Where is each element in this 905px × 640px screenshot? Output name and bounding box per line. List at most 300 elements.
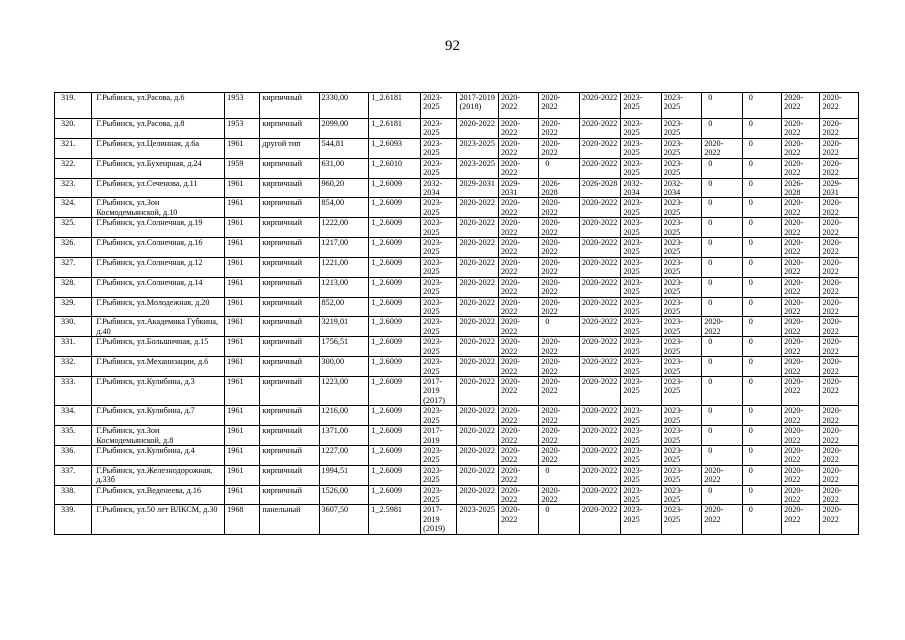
cell-period-facade: 2020-2022 [457, 426, 498, 446]
cell-period-gas: 0 [702, 426, 742, 446]
table-row [55, 485, 859, 505]
cell-period-heating: 2020-2022 [539, 376, 579, 405]
cell-year-built: 1959 [225, 158, 260, 178]
cell-area: 1227,00 [319, 445, 369, 465]
cell-period-heating: 2020-2022 [539, 426, 579, 446]
cell-period-gas: 2020-2022 [702, 505, 742, 534]
cell-period-gas: 2020-2022 [702, 317, 742, 337]
cell-period-foundation: 2020-2022 [820, 357, 859, 377]
cell-period-sewerage: 2023-2025 [661, 138, 701, 158]
cell-period-cold-water: 2023-2025 [621, 257, 661, 277]
cell-area: 1526,00 [319, 485, 369, 505]
cell-period-electric: 2020-2022 [498, 277, 538, 297]
cell-wall-material: другой тип [260, 138, 319, 158]
cell-period-elevator: 0 [742, 198, 781, 218]
cell-address: Г.Рыбинск, ул.Механизации, д.6 [92, 357, 225, 377]
cell-row-number: 325. [55, 218, 92, 238]
cell-code: 1_2.6010 [369, 158, 421, 178]
cell-period-foundation: 2020-2022 [820, 218, 859, 238]
cell-period-roof: 2023-2025 [421, 317, 457, 337]
cell-code: 1_2.6009 [369, 277, 421, 297]
cell-period-facade: 2020-2022 [457, 465, 498, 485]
cell-period-cold-water: 2023-2025 [621, 218, 661, 238]
cell-period-electric: 2020-2022 [498, 297, 538, 317]
cell-area: 3219,01 [319, 317, 369, 337]
cell-period-facade: 2020-2022 [457, 357, 498, 377]
cell-period-foundation: 2020-2022 [820, 297, 859, 317]
cell-wall-material: кирпичный [260, 119, 319, 139]
cell-period-cold-water: 2023-2025 [621, 119, 661, 139]
cell-year-built: 1961 [225, 406, 260, 426]
page-number: 92 [445, 38, 460, 54]
cell-year-built: 1961 [225, 357, 260, 377]
cell-period-heating: 0 [539, 465, 579, 485]
cell-period-basement: 2020-2022 [782, 445, 820, 465]
cell-period-roof: 2023-2025 [421, 138, 457, 158]
cell-row-number: 326. [55, 238, 92, 258]
cell-address: Г.Рыбинск, ул.Кулибина, д.3 [92, 376, 225, 405]
cell-period-electric: 2020-2022 [498, 505, 538, 534]
cell-row-number: 321. [55, 138, 92, 158]
cell-period-cold-water: 2023-2025 [621, 357, 661, 377]
cell-wall-material: кирпичный [260, 93, 319, 119]
cell-row-number: 324. [55, 198, 92, 218]
cell-period-cold-water: 2023-2025 [621, 198, 661, 218]
cell-period-electric: 2020-2022 [498, 406, 538, 426]
cell-period-sewerage: 2023-2025 [661, 158, 701, 178]
cell-period-elevator: 0 [742, 257, 781, 277]
cell-period-facade: 2023-2025 [457, 505, 498, 534]
cell-wall-material: панельный [260, 505, 319, 534]
cell-year-built: 1961 [225, 376, 260, 405]
cell-period-cold-water: 2023-2025 [621, 138, 661, 158]
cell-wall-material: кирпичный [260, 277, 319, 297]
cell-period-facade: 2020-2022 [457, 218, 498, 238]
cell-row-number: 330. [55, 317, 92, 337]
cell-period-gas: 0 [702, 485, 742, 505]
cell-period-sewerage: 2023-2025 [661, 119, 701, 139]
cell-period-heating: 2020-2022 [539, 138, 579, 158]
cell-area: 1222,00 [319, 218, 369, 238]
cell-period-basement: 2020-2022 [782, 337, 820, 357]
cell-period-facade: 2020-2022 [457, 337, 498, 357]
cell-address: Г.Рыбинск, ул.Солнечная, д.14 [92, 277, 225, 297]
cell-area: 1213,00 [319, 277, 369, 297]
cell-period-heating: 0 [539, 317, 579, 337]
cell-period-heating: 0 [539, 505, 579, 534]
cell-code: 1_2.6009 [369, 485, 421, 505]
cell-period-cold-water: 2023-2025 [621, 445, 661, 465]
cell-period-hot-water: 2020-2022 [579, 445, 620, 465]
cell-year-built: 1968 [225, 505, 260, 534]
cell-wall-material: кирпичный [260, 178, 319, 198]
cell-year-built: 1961 [225, 178, 260, 198]
cell-code: 1_2.6009 [369, 238, 421, 258]
cell-period-cold-water: 2023-2025 [621, 426, 661, 446]
cell-code: 1_2.6093 [369, 138, 421, 158]
cell-area: 2099,00 [319, 119, 369, 139]
cell-period-basement: 2020-2022 [782, 465, 820, 485]
cell-row-number: 336. [55, 445, 92, 465]
cell-period-facade: 2020-2022 [457, 238, 498, 258]
cell-period-electric: 2020-2022 [498, 158, 538, 178]
cell-period-gas: 0 [702, 445, 742, 465]
cell-period-foundation: 2020-2022 [820, 93, 859, 119]
cell-period-heating: 2020-2022 [539, 357, 579, 377]
cell-code: 1_2.6009 [369, 376, 421, 405]
cell-code: 1_2.6009 [369, 297, 421, 317]
cell-period-hot-water: 2020-2022 [579, 158, 620, 178]
cell-period-foundation: 2020-2022 [820, 426, 859, 446]
table-row [55, 406, 859, 426]
cell-period-elevator: 0 [742, 505, 781, 534]
cell-address: Г.Рыбинск, ул.Расова, д.6 [92, 93, 225, 119]
cell-period-roof: 2023-2025 [421, 257, 457, 277]
cell-period-elevator: 0 [742, 119, 781, 139]
cell-period-foundation: 2020-2022 [820, 376, 859, 405]
cell-period-elevator: 0 [742, 93, 781, 119]
cell-period-gas: 0 [702, 406, 742, 426]
cell-period-sewerage: 2023-2025 [661, 257, 701, 277]
cell-period-foundation: 2020-2022 [820, 138, 859, 158]
cell-period-hot-water: 2020-2022 [579, 426, 620, 446]
cell-period-roof: 2023-2025 [421, 218, 457, 238]
cell-period-elevator: 0 [742, 158, 781, 178]
cell-address: Г.Рыбинск, ул.Молодежная, д.20 [92, 297, 225, 317]
table-row [55, 238, 859, 258]
cell-year-built: 1953 [225, 119, 260, 139]
cell-year-built: 1961 [225, 297, 260, 317]
cell-year-built: 1961 [225, 426, 260, 446]
cell-address: Г.Рыбинск, ул.Зои Космодемьянской, д.10 [92, 198, 225, 218]
cell-period-foundation: 2029-2031 [820, 178, 859, 198]
cell-period-hot-water: 2020-2022 [579, 119, 620, 139]
cell-period-elevator: 0 [742, 406, 781, 426]
table-row [55, 445, 859, 465]
cell-address: Г.Рыбинск, ул.Кулибина, д.7 [92, 406, 225, 426]
cell-period-hot-water: 2020-2022 [579, 505, 620, 534]
cell-wall-material: кирпичный [260, 357, 319, 377]
cell-period-foundation: 2020-2022 [820, 445, 859, 465]
cell-period-electric: 2020-2022 [498, 198, 538, 218]
cell-row-number: 328. [55, 277, 92, 297]
cell-period-electric: 2029-2031 [498, 178, 538, 198]
cell-period-elevator: 0 [742, 218, 781, 238]
cell-wall-material: кирпичный [260, 465, 319, 485]
cell-period-elevator: 0 [742, 357, 781, 377]
cell-code: 1_2.6009 [369, 337, 421, 357]
cell-year-built: 1953 [225, 93, 260, 119]
cell-period-hot-water: 2020-2022 [579, 257, 620, 277]
cell-period-facade: 2020-2022 [457, 445, 498, 465]
cell-period-cold-water: 2023-2025 [621, 465, 661, 485]
cell-period-roof: 2023-2025 [421, 277, 457, 297]
cell-period-hot-water: 2020-2022 [579, 376, 620, 405]
cell-period-sewerage: 2023-2025 [661, 357, 701, 377]
table-row [55, 376, 859, 405]
cell-row-number: 329. [55, 297, 92, 317]
table-row [55, 297, 859, 317]
cell-year-built: 1961 [225, 337, 260, 357]
housing-repair-schedule-table [54, 92, 859, 535]
cell-area: 300,00 [319, 357, 369, 377]
table-row [55, 337, 859, 357]
table-row [55, 426, 859, 446]
cell-period-facade: 2023-2025 [457, 158, 498, 178]
cell-period-sewerage: 2032-2034 [661, 178, 701, 198]
cell-area: 852,00 [319, 297, 369, 317]
cell-period-hot-water: 2020-2022 [579, 218, 620, 238]
cell-period-foundation: 2020-2022 [820, 317, 859, 337]
cell-address: Г.Рыбинск, ул.Железнодорожная, д.33б [92, 465, 225, 485]
cell-period-sewerage: 2023-2025 [661, 198, 701, 218]
cell-wall-material: кирпичный [260, 297, 319, 317]
cell-code: 1_2.6009 [369, 357, 421, 377]
cell-period-cold-water: 2023-2025 [621, 376, 661, 405]
cell-period-roof: 2023-2025 [421, 485, 457, 505]
cell-period-hot-water: 2020-2022 [579, 357, 620, 377]
cell-period-basement: 2020-2022 [782, 198, 820, 218]
cell-year-built: 1961 [225, 138, 260, 158]
cell-row-number: 327. [55, 257, 92, 277]
cell-period-roof: 2023-2025 [421, 406, 457, 426]
cell-period-cold-water: 2023-2025 [621, 297, 661, 317]
cell-period-heating: 2020-2022 [539, 445, 579, 465]
cell-period-sewerage: 2023-2025 [661, 93, 701, 119]
cell-period-heating: 2020-2022 [539, 257, 579, 277]
table-row [55, 138, 859, 158]
cell-year-built: 1961 [225, 485, 260, 505]
cell-period-roof: 2023-2025 [421, 337, 457, 357]
cell-period-facade: 2020-2022 [457, 257, 498, 277]
cell-period-heating: 2020-2022 [539, 277, 579, 297]
cell-period-electric: 2020-2022 [498, 138, 538, 158]
cell-code: 1_2.6009 [369, 445, 421, 465]
cell-row-number: 333. [55, 376, 92, 405]
cell-period-sewerage: 2023-2025 [661, 238, 701, 258]
table-row [55, 505, 859, 534]
cell-period-gas: 0 [702, 257, 742, 277]
cell-row-number: 320. [55, 119, 92, 139]
cell-code: 1_2.6009 [369, 406, 421, 426]
cell-period-gas: 0 [702, 93, 742, 119]
cell-wall-material: кирпичный [260, 406, 319, 426]
cell-year-built: 1961 [225, 317, 260, 337]
table-row [55, 357, 859, 377]
cell-wall-material: кирпичный [260, 426, 319, 446]
table-row [55, 158, 859, 178]
cell-row-number: 322. [55, 158, 92, 178]
cell-period-cold-water: 2023-2025 [621, 317, 661, 337]
cell-period-basement: 2020-2022 [782, 485, 820, 505]
cell-period-foundation: 2020-2022 [820, 505, 859, 534]
cell-period-heating: 2020-2022 [539, 198, 579, 218]
cell-area: 854,00 [319, 198, 369, 218]
cell-period-gas: 2020-2022 [702, 465, 742, 485]
cell-period-heating: 2020-2022 [539, 337, 579, 357]
table-row [55, 178, 859, 198]
cell-period-elevator: 0 [742, 445, 781, 465]
cell-period-hot-water: 2020-2022 [579, 337, 620, 357]
cell-period-roof: 2023-2025 [421, 93, 457, 119]
cell-address: Г.Рыбинск, ул.Академика Губкина, д.40 [92, 317, 225, 337]
cell-period-heating: 2020-2022 [539, 238, 579, 258]
cell-row-number: 335. [55, 426, 92, 446]
cell-address: Г.Рыбинск, ул.Сеченова, д.11 [92, 178, 225, 198]
cell-period-elevator: 0 [742, 277, 781, 297]
table-row [55, 198, 859, 218]
cell-period-facade: 2020-2022 [457, 317, 498, 337]
cell-period-basement: 2020-2022 [782, 218, 820, 238]
cell-wall-material: кирпичный [260, 376, 319, 405]
cell-year-built: 1961 [225, 277, 260, 297]
cell-address: Г.Рыбинск, ул.Кулибина, д.4 [92, 445, 225, 465]
cell-period-hot-water: 2020-2022 [579, 406, 620, 426]
cell-address: Г.Рыбинск, ул.Солнечная, д.16 [92, 238, 225, 258]
cell-area: 2330,00 [319, 93, 369, 119]
cell-period-basement: 2020-2022 [782, 238, 820, 258]
cell-period-sewerage: 2023-2025 [661, 406, 701, 426]
cell-period-gas: 0 [702, 158, 742, 178]
cell-period-basement: 2020-2022 [782, 93, 820, 119]
cell-period-heating: 2020-2022 [539, 406, 579, 426]
cell-period-elevator: 0 [742, 337, 781, 357]
cell-code: 1_2.6181 [369, 119, 421, 139]
cell-address: Г.Рыбинск, ул.50 лет ВЛКСМ, д.30 [92, 505, 225, 534]
cell-period-cold-water: 2023-2025 [621, 158, 661, 178]
cell-year-built: 1961 [225, 218, 260, 238]
cell-period-facade: 2020-2022 [457, 277, 498, 297]
cell-period-elevator: 0 [742, 317, 781, 337]
cell-period-facade: 2023-2025 [457, 138, 498, 158]
cell-code: 1_2.6009 [369, 218, 421, 238]
cell-period-basement: 2020-2022 [782, 119, 820, 139]
cell-period-heating: 0 [539, 158, 579, 178]
cell-period-cold-water: 2032-2034 [621, 178, 661, 198]
cell-code: 1_2.6009 [369, 465, 421, 485]
cell-period-elevator: 0 [742, 238, 781, 258]
cell-code: 1_2.6009 [369, 178, 421, 198]
cell-code: 1_2.6009 [369, 426, 421, 446]
cell-period-facade: 2020-2022 [457, 376, 498, 405]
cell-period-gas: 2020-2022 [702, 138, 742, 158]
cell-period-hot-water: 2020-2022 [579, 198, 620, 218]
cell-period-foundation: 2020-2022 [820, 277, 859, 297]
cell-wall-material: кирпичный [260, 445, 319, 465]
cell-period-roof: 2023-2025 [421, 198, 457, 218]
cell-period-foundation: 2020-2022 [820, 119, 859, 139]
cell-period-elevator: 0 [742, 178, 781, 198]
cell-period-foundation: 2020-2022 [820, 337, 859, 357]
cell-period-foundation: 2020-2022 [820, 198, 859, 218]
table-row [55, 119, 859, 139]
cell-period-heating: 2020-2022 [539, 119, 579, 139]
cell-period-roof: 2017-2019 [421, 426, 457, 446]
cell-area: 3607,50 [319, 505, 369, 534]
cell-period-cold-water: 2023-2025 [621, 93, 661, 119]
cell-year-built: 1961 [225, 198, 260, 218]
cell-period-roof: 2023-2025 [421, 465, 457, 485]
cell-year-built: 1961 [225, 445, 260, 465]
cell-period-hot-water: 2020-2022 [579, 93, 620, 119]
cell-period-elevator: 0 [742, 138, 781, 158]
cell-period-electric: 2020-2022 [498, 485, 538, 505]
cell-period-roof: 2023-2025 [421, 445, 457, 465]
cell-period-roof: 2023-2025 [421, 119, 457, 139]
cell-period-roof: 2017-2019 (2017) [421, 376, 457, 405]
cell-period-facade: 2017-2019 (2018) [457, 93, 498, 119]
cell-area: 960,20 [319, 178, 369, 198]
cell-period-foundation: 2020-2022 [820, 485, 859, 505]
cell-period-facade: 2020-2022 [457, 485, 498, 505]
cell-period-heating: 2026-2028 [539, 178, 579, 198]
cell-period-heating: 2020-2022 [539, 218, 579, 238]
cell-row-number: 331. [55, 337, 92, 357]
cell-period-roof: 2023-2025 [421, 357, 457, 377]
cell-address: Г.Рыбинск, ул.Бухенрная, д.24 [92, 158, 225, 178]
cell-period-roof: 2023-2025 [421, 238, 457, 258]
cell-period-gas: 0 [702, 238, 742, 258]
cell-period-basement: 2020-2022 [782, 406, 820, 426]
cell-period-gas: 0 [702, 376, 742, 405]
cell-area: 631,00 [319, 158, 369, 178]
cell-period-basement: 2020-2022 [782, 357, 820, 377]
cell-area: 1223,00 [319, 376, 369, 405]
cell-period-roof: 2032-2034 [421, 178, 457, 198]
cell-period-sewerage: 2023-2025 [661, 218, 701, 238]
cell-period-sewerage: 2023-2025 [661, 485, 701, 505]
cell-period-sewerage: 2023-2025 [661, 426, 701, 446]
cell-wall-material: кирпичный [260, 198, 319, 218]
cell-period-gas: 0 [702, 218, 742, 238]
cell-wall-material: кирпичный [260, 337, 319, 357]
cell-period-sewerage: 2023-2025 [661, 337, 701, 357]
cell-wall-material: кирпичный [260, 317, 319, 337]
cell-period-roof: 2023-2025 [421, 297, 457, 317]
cell-code: 1_2.5981 [369, 505, 421, 534]
table-row [55, 465, 859, 485]
cell-period-hot-water: 2020-2022 [579, 138, 620, 158]
cell-period-basement: 2020-2022 [782, 138, 820, 158]
cell-period-elevator: 0 [742, 485, 781, 505]
cell-period-basement: 2020-2022 [782, 317, 820, 337]
cell-period-gas: 0 [702, 198, 742, 218]
cell-period-roof: 2023-2025 [421, 158, 457, 178]
cell-period-cold-water: 2023-2025 [621, 337, 661, 357]
cell-address: Г.Рыбинск, ул.Солнечная, д.12 [92, 257, 225, 277]
cell-period-cold-water: 2023-2025 [621, 238, 661, 258]
cell-row-number: 323. [55, 178, 92, 198]
cell-period-electric: 2020-2022 [498, 357, 538, 377]
cell-address: Г.Рыбинск, ул.Расова, д.8 [92, 119, 225, 139]
cell-period-elevator: 0 [742, 465, 781, 485]
cell-code: 1_2.6009 [369, 317, 421, 337]
cell-period-gas: 0 [702, 297, 742, 317]
cell-address: Г.Рыбинск, ул.Большичная, д.15 [92, 337, 225, 357]
cell-period-foundation: 2020-2022 [820, 465, 859, 485]
cell-period-gas: 0 [702, 337, 742, 357]
cell-row-number: 337. [55, 465, 92, 485]
cell-period-hot-water: 2020-2022 [579, 317, 620, 337]
cell-period-heating: 2020-2022 [539, 93, 579, 119]
cell-period-roof: 2017-2019 (2019) [421, 505, 457, 534]
cell-period-electric: 2020-2022 [498, 119, 538, 139]
cell-period-hot-water: 2020-2022 [579, 297, 620, 317]
cell-area: 544,81 [319, 138, 369, 158]
cell-period-electric: 2020-2022 [498, 337, 538, 357]
cell-period-foundation: 2020-2022 [820, 257, 859, 277]
cell-period-electric: 2020-2022 [498, 445, 538, 465]
